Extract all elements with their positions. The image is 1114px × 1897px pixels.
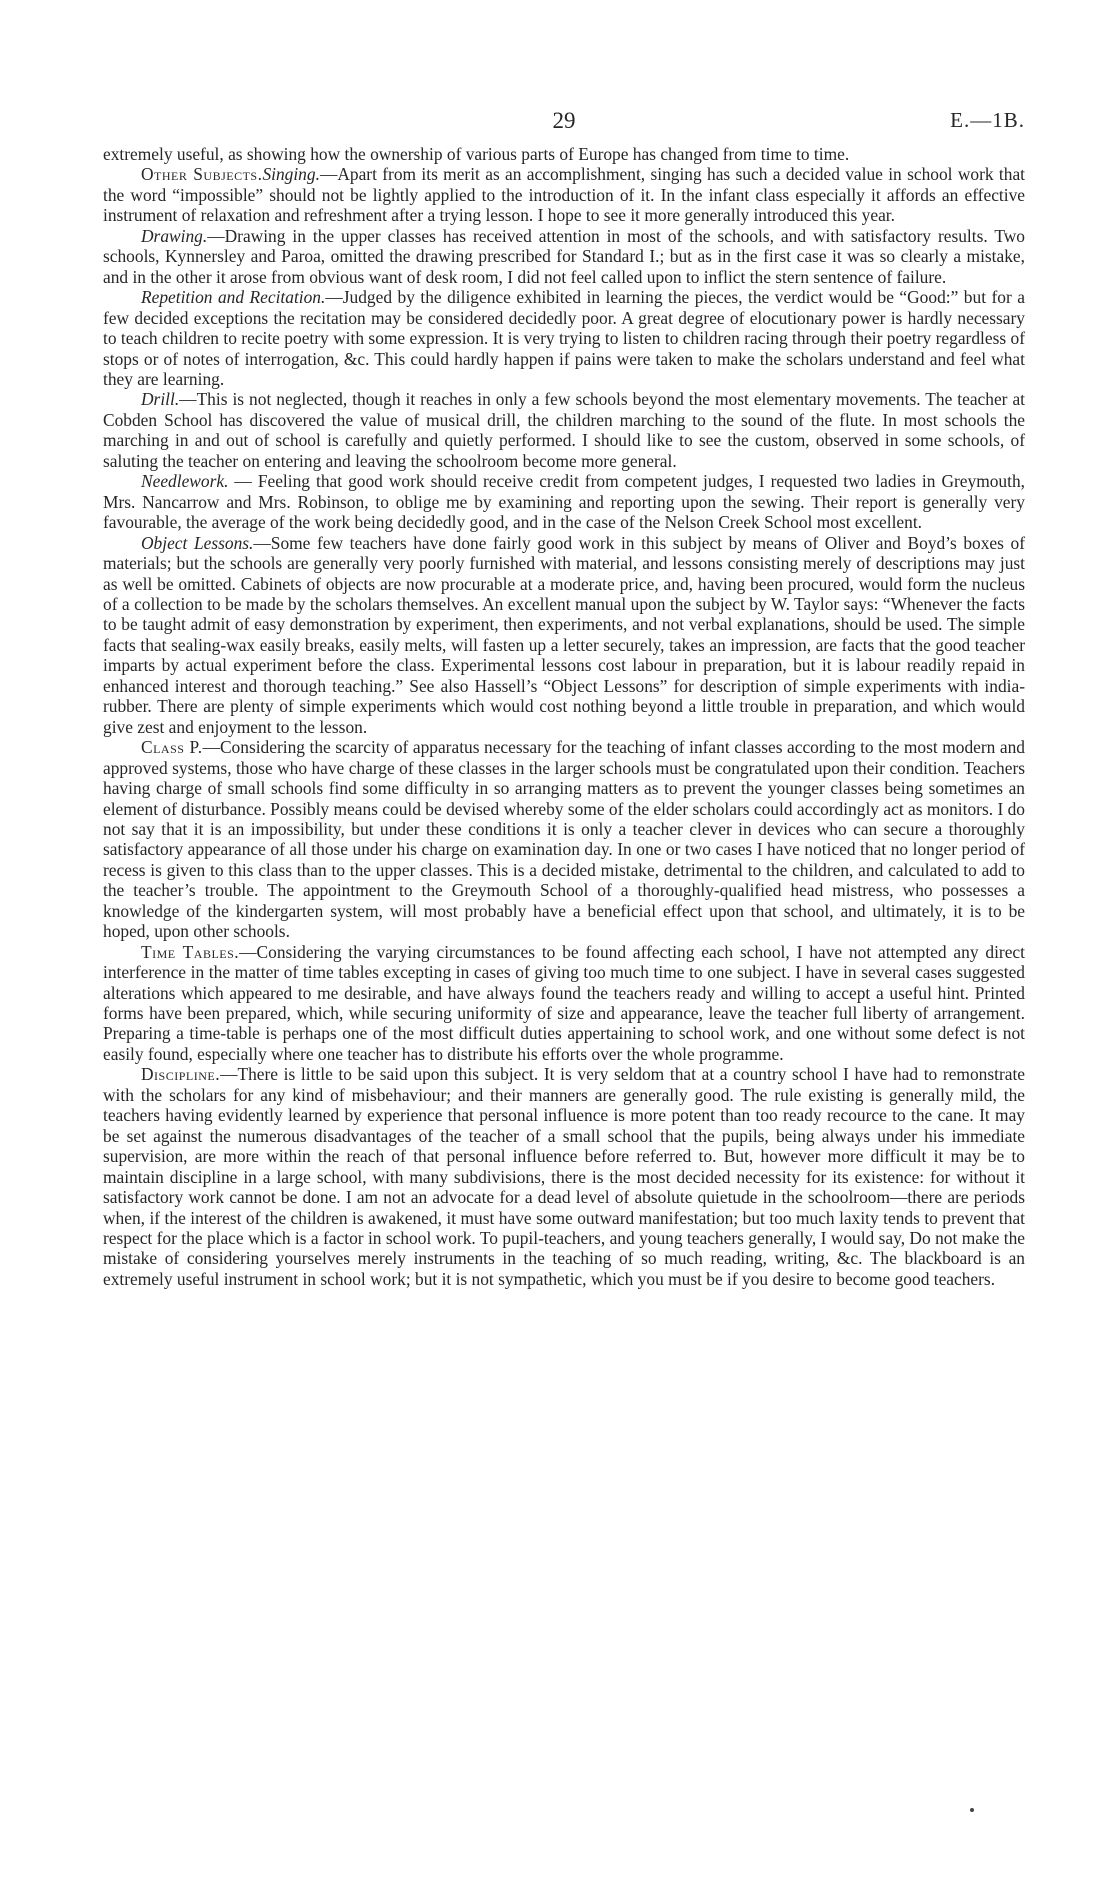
subsection-heading: Object Lessons. bbox=[141, 532, 254, 553]
paragraph-discipline bbox=[103, 1064, 1025, 1289]
paragraph-object-lessons bbox=[103, 533, 1025, 738]
section-heading: Other Subjects. bbox=[141, 164, 263, 185]
page-header bbox=[103, 108, 1025, 144]
paragraph-time-tables bbox=[103, 942, 1025, 1065]
paragraph-class-p bbox=[103, 737, 1025, 942]
section-heading: Class P. bbox=[141, 737, 203, 758]
subsection-heading: Repetition and Recitation. bbox=[141, 287, 326, 308]
paragraph-text: —Considering the scarcity of apparatus necessary for the teaching of infant classes according to the most modern and approved systems, those who have charge of these classes in the larger schools must be congratulated upon their condition. Teachers having charge of small schools find some difficulty in so arranging matters as to prevent the younger classes being sometimes an element of disturbance. Possibly means could be devised whereby some of the elder scholars could accordingly act as monitors. I do not say that it is an impossibility, but under these conditions it is only a teacher clever in devices who can secure a thoroughly satisfactory appearance of all those under his charge on examination day. In one or two cases I have noticed that no longer period of recess is given to this class than to the upper classes. This is a decided mistake, detrimental to the children, and calculated to add to the teacher’s trouble. The appointment to the Greymouth School of a thoroughly-qualified head mistress, who possesses a knowledge of the kindergarten system, will most probably have a beneficial effect upon that school, and ultimately, it is to be hoped, upon other schools. bbox=[103, 737, 1025, 942]
subsection-heading: Needlework. bbox=[141, 471, 229, 492]
subsection-heading: Singing. bbox=[262, 164, 320, 185]
ink-dot-mark bbox=[970, 1808, 974, 1812]
document-page bbox=[103, 108, 1025, 1289]
paragraph-drill bbox=[103, 389, 1025, 471]
paragraph-drawing bbox=[103, 226, 1025, 287]
paragraph-recitation bbox=[103, 287, 1025, 389]
paragraph-text: —Apart from its merit as an accomplishment, singing has such a decided value in school work that the word “impossible” should not be lightly applied to the introduction of it. In the infant class especially it affords an effective instrument of relaxation and refreshment after a trying lesson. I hope to see it more generally introduced this year. bbox=[103, 164, 1026, 226]
paragraph-singing bbox=[103, 164, 1025, 225]
paragraph-text: extremely useful, as showing how the ownership of various parts of Europe has changed from time to time. bbox=[103, 144, 850, 164]
paragraph-intro bbox=[103, 144, 1025, 164]
paragraph-text: — Feeling that good work should receive credit from competent judges, I requested two ladies in Greymouth, Mrs. Nancarrow and Mrs. Robinson, to oblige me by examining and reporting upon the sewing. Their report is generally very favourable, the average of the work being decidedly good, and in the case of the Nelson Creek School most excellent. bbox=[103, 471, 1025, 533]
paragraph-text: —Drawing in the upper classes has received attention in most of the schools, and with satisfactory results. Two schools, Kynnersley and Paroa, omitted the drawing prescribed for Standard I.; but as in the first case it was so clearly a mistake, and in the other it arose from obvious want of desk room, I did not feel called upon to inflict the stern sentence of failure. bbox=[103, 225, 1025, 287]
subsection-heading: Drawing. bbox=[141, 225, 208, 246]
paragraph-needlework bbox=[103, 471, 1025, 532]
paragraph-text: —There is little to be said upon this subject. It is very seldom that at a country school I have had to remonstrate with the scholars for any kind of misbehaviour; and their manners are generally good. The rule existing is generally mild, the teachers having evidently learned by experience that personal influence is more potent than too ready recource to the cane. It may be set against the numerous disadvantages of the teacher of a small school that the pupils, being always under his immediate supervision, are more within the reach of that personal influence before referred to. But, however more difficult it may be to maintain discipline in a large school, with many subdivisions, there is the most decided necessity for its existence: for without it satisfactory work cannot be done. I am not an advocate for a dead level of absolute quietude in the schoolroom—there are periods when, if the interest of the children is awakened, it must have some outward manifestation; but too much laxity tends to prevent that respect for the place which is a factor in school work. To pupil-teachers, and young teachers generally, I would say, Do not make the mistake of considering yourselves merely instruments in the teaching of so much reading, writing, &c. The blackboard is an extremely useful instrument in school work; but it is not sympathetic, which you must be if you desire to become good teachers. bbox=[103, 1064, 1025, 1289]
paragraph-text: —Judged by the diligence exhibited in learning the pieces, the verdict would be “Good:” but for a few decided exceptions the recitation may be considered decidedly poor. A great degree of elocutionary power is hardly necessary to teach children to recite poetry with some expression. It is very trying to listen to children racing through their poetry regardless of stops or of notes of interrogation, &c. This could hardly happen if pains were taken to make the scholars understand and feel what they are learning. bbox=[103, 287, 1025, 389]
document-reference: E.—1B. bbox=[950, 108, 1025, 132]
page-number: 29 bbox=[552, 108, 576, 133]
body-text bbox=[103, 144, 1025, 1289]
paragraph-text: —Considering the varying circumstances to be found affecting each school, I have not attempted any direct interference in the matter of time tables excepting in cases of giving too much time to one subject. I have in several cases suggested alterations which appeared to me desirable, and have always found the teachers ready and willing to accept a useful hint. Printed forms have been prepared, which, while securing uniformity of size and appearance, leave the teacher full liberty of arrangement. Preparing a time-table is perhaps one of the most difficult duties appertaining to school work, and one without some defect is not easily found, especially where one teacher has to distribute his efforts over the whole programme. bbox=[103, 941, 1025, 1064]
section-heading: Discipline. bbox=[141, 1064, 221, 1085]
subsection-heading: Drill. bbox=[141, 389, 180, 410]
section-heading: Time Tables. bbox=[141, 941, 240, 962]
paragraph-text: —Some few teachers have done fairly good work in this subject by means of Oliver and Boyd’s boxes of materials; but the schools are generally very poorly furnished with material, and lessons consisting merely of descriptions may just as well be omitted. Cabinets of objects are now procurable at a moderate price, and, having been procured, would form the nucleus of a collection to be made by the scholars themselves. An excellent manual upon the subject by W. Taylor says: “Whenever the facts to be taught admit of easy demonstration by experiment, then experiments, and not verbal explanations, should be used. The simple facts that sealing-wax easily breaks, easily melts, will fasten up a letter securely, takes an impression, are facts that the good teacher imparts by actual experiment before the class. Experimental lessons cost labour in preparation, but it is labour readily repaid in enhanced interest and thorough teaching.” See also Hassell’s “Object Lessons” for description of simple experiments with india-rubber. There are plenty of simple experiments which would cost nothing beyond a little trouble in preparation, and which would give zest and enjoyment to the lesson. bbox=[103, 532, 1025, 737]
paragraph-text: —This is not neglected, though it reaches in only a few schools beyond the most elementary movements. The teacher at Cobden School has discovered the value of musical drill, the children marching to the sound of the flute. In most schools the marching in and out of school is carefully and quietly performed. I should like to see the custom, observed in some schools, of saluting the teacher on entering and leaving the schoolroom become more general. bbox=[103, 389, 1025, 471]
